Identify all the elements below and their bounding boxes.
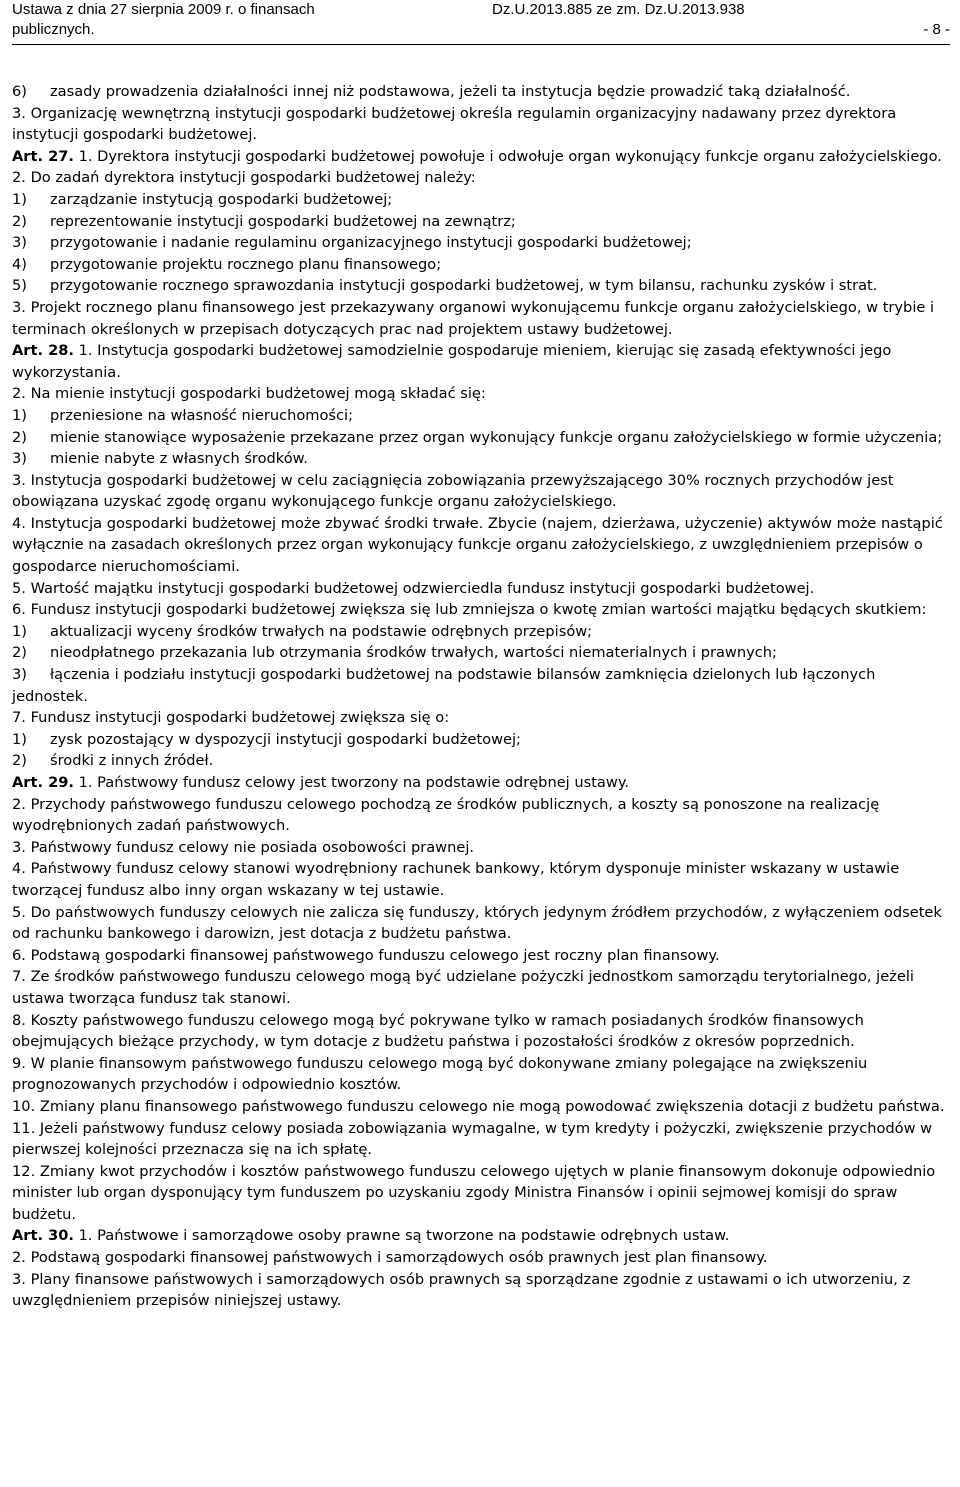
paragraph-text: nieodpłatnego przekazania lub otrzymania środków trwałych, wartości niematerialnych i prawnych; [50, 644, 777, 662]
header-divider [12, 44, 950, 45]
list-item-number: 1) [12, 190, 27, 208]
paragraph-text: środki z innych źródeł. [50, 752, 214, 770]
header-act-title-cont: publicznych. [12, 21, 95, 38]
paragraph-text: 7. Ze środków państwowego funduszu celowego mogą być udzielane pożyczki jednostkom samorządu terytorialnego, jeżeli ustawa tworząca fundusz tak stanowi. [12, 968, 914, 1007]
article-paragraph [12, 146, 948, 168]
list-item-number: 2) [12, 644, 27, 662]
paragraph [12, 383, 948, 405]
paragraph-text: przeniesione na własność nieruchomości; [50, 406, 354, 424]
paragraph-text: reprezentowanie instytucji gospodarki budżetowej na zewnątrz; [50, 212, 516, 230]
list-item [12, 642, 948, 664]
paragraph [12, 794, 948, 837]
article-paragraph [12, 1225, 948, 1247]
list-item [12, 448, 948, 470]
list-item-number: 3) [12, 234, 27, 252]
paragraph-text: 11. Jeżeli państwowy fundusz celowy posiada zobowiązania wymagalne, w tym kredyty i pożyczki, zwiększenie przychodów w pierwszej kolejności przeznacza się na ich spłatę. [12, 1119, 933, 1159]
paragraph [12, 167, 948, 189]
paragraph [12, 1118, 948, 1161]
paragraph-text: mienie stanowiące wyposażenie przekazane przez organ wykonujący funkcje organu założycielskiego w formie użyczenia; [50, 428, 943, 446]
paragraph [12, 707, 948, 729]
list-item-number: 6) [12, 83, 27, 100]
paragraph-text: przygotowanie i nadanie regulaminu organizacyjnego instytucji gospodarki budżetowej; [50, 234, 692, 252]
list-item [12, 729, 948, 751]
list-item-number: 1) [12, 622, 27, 640]
list-item [12, 254, 948, 276]
list-item-number: 2) [12, 428, 27, 446]
paragraph-text: 6. Fundusz instytucji gospodarki budżetowej zwiększa się lub zmniejsza o kwotę zmian wartości majątku będących skutkiem: [12, 601, 927, 619]
list-item-number: 5) [12, 277, 27, 295]
paragraph [12, 1247, 948, 1269]
paragraph-text: 7. Fundusz instytucji gospodarki budżetowej zwiększa się o: [12, 709, 450, 727]
paragraph [12, 858, 948, 901]
paragraph-text: przygotowanie projektu rocznego planu finansowego; [50, 255, 442, 273]
paragraph [12, 1096, 948, 1118]
paragraph-text: 5. Do państwowych funduszy celowych nie zalicza się funduszy, których jedynym źródłem przychodów, z wyłączeniem odsetek od rachunku bankowego i darowizn, jest dotacja z budżetu państwa. [12, 903, 942, 943]
paragraph [12, 1010, 948, 1053]
paragraph [12, 837, 948, 859]
paragraph [12, 513, 948, 578]
list-item [12, 621, 948, 643]
paragraph-text: 2. Do zadań dyrektora instytucji gospodarki budżetowej należy: [12, 169, 476, 187]
list-item-number: 3) [12, 666, 27, 684]
paragraph-text: zarządzanie instytucją gospodarki budżetowej; [50, 190, 393, 208]
paragraph-text: przygotowanie rocznego sprawozdania instytucji gospodarki budżetowej, w tym bilansu, rachunku zysków i strat. [50, 277, 878, 295]
paragraph [12, 1053, 948, 1096]
article-number: Art. 28. [12, 342, 74, 360]
paragraph [12, 1269, 948, 1312]
paragraph [12, 945, 948, 967]
paragraph-text: zysk pozostający w dyspozycji instytucji gospodarki budżetowej; [50, 730, 521, 748]
article-paragraph [12, 340, 948, 383]
paragraph-text: 12. Zmiany kwot przychodów i kosztów państwowego funduszu celowego ujętych w planie finansowym dokonuje odpowiednio minister lub organ dysponujący tym funduszem po uzyskaniu zgody Ministra Finansów i opinii sejmowej komisji do spraw budżetu. [12, 1162, 936, 1223]
paragraph [12, 1161, 948, 1226]
article-number: Art. 29. [12, 774, 74, 791]
list-item-number: 1) [12, 406, 27, 424]
paragraph-text: 8. Koszty państwowego funduszu celowego mogą być pokrywane tylko w ramach posiadanych środków finansowych obejmujących bieżące przychody, w tym dotacje z budżetu państwa i pozostałości środków z okresów poprzednich. [12, 1011, 864, 1051]
paragraph-text: 6. Podstawą gospodarki finansowej państwowego funduszu celowego jest roczny plan finansowy. [12, 946, 720, 964]
paragraph-text: 3. Państwowy fundusz celowy nie posiada osobowości prawnej. [12, 838, 475, 856]
list-item [12, 405, 948, 427]
list-item [12, 750, 948, 772]
paragraph-text: zasady prowadzenia działalności innej niż podstawowa, jeżeli ta instytucja będzie prowadzić taką działalność. [50, 83, 851, 100]
list-item [12, 427, 948, 449]
paragraph-text: 2. Przychody państwowego funduszu celowego pochodzą ze środków publicznych, a koszty są ponoszone na realizację wyodrębnionych zadań państwowych. [12, 795, 880, 835]
article-paragraph [12, 772, 948, 794]
list-item-number: 2) [12, 752, 27, 770]
page-number: - 8 - [923, 21, 950, 38]
list-item [12, 211, 948, 233]
list-item [12, 664, 948, 707]
header-citation: Dz.U.2013.885 ze zm. Dz.U.2013.938 [492, 1, 745, 18]
list-item-number: 3) [12, 450, 27, 468]
list-item [12, 275, 948, 297]
paragraph-text: 5. Wartość majątku instytucji gospodarki budżetowej odzwierciedla fundusz instytucji gospodarki budżetowej. [12, 579, 815, 597]
paragraph-text: mienie nabyte z własnych środków. [50, 450, 308, 468]
paragraph-text: 10. Zmiany planu finansowego państwowego funduszu celowego nie mogą powodować zwiększenia dotacji z budżetu państwa. [12, 1097, 945, 1115]
paragraph-text: aktualizacji wyceny środków trwałych na podstawie odrębnych przepisów; [50, 622, 593, 640]
paragraph-text: 1. Państwowy fundusz celowy jest tworzony na podstawie odrębnej ustawy. [78, 774, 630, 791]
header-act-title: Ustawa z dnia 27 sierpnia 2009 r. o finansach [12, 1, 315, 18]
list-item-number: 2) [12, 212, 27, 230]
list-item [12, 81, 948, 103]
article-number: Art. 30. [12, 1227, 74, 1245]
paragraph-text: 3. Organizację wewnętrzną instytucji gospodarki budżetowej określa regulamin organizacyjny nadawany przez dyrektora instytucji gospodarki budżetowej. [12, 104, 897, 144]
paragraph [12, 902, 948, 945]
article-number: Art. 27. [12, 147, 74, 165]
paragraph [12, 103, 948, 146]
paragraph-text: łączenia i podziału instytucji gospodarki budżetowej na podstawie bilansów zamknięcia dzielonych lub łączonych jednostek. [12, 666, 876, 705]
paragraph-text: 9. W planie finansowym państwowego funduszu celowego mogą być dokonywane zmiany polegające na zwiększeniu prognozowanych przychodów i odpowiednio kosztów. [12, 1054, 868, 1094]
list-item [12, 232, 948, 254]
paragraph-text: 2. Na mienie instytucji gospodarki budżetowej mogą składać się: [12, 385, 486, 403]
paragraph [12, 578, 948, 600]
paragraph-text: 4. Państwowy fundusz celowy stanowi wyodrębniony rachunek bankowy, którym dysponuje minister wskazany w ustawie tworzącej fundusz albo inny organ wskazany w tej ustawie. [12, 860, 900, 899]
paragraph [12, 966, 948, 1009]
paragraph-text: 1. Państwowe i samorządowe osoby prawne są tworzone na podstawie odrębnych ustaw. [78, 1227, 730, 1245]
paragraph [12, 599, 948, 621]
paragraph [12, 470, 948, 513]
paragraph-text: 2. Podstawą gospodarki finansowej państwowych i samorządowych osób prawnych jest plan finansowy. [12, 1249, 768, 1267]
paragraph-text: 3. Projekt rocznego planu finansowego jest przekazywany organowi wykonującemu funkcje organu założycielskiego, w trybie i terminach określonych w przepisach dotyczących prac nad projektem ustawy budżetowej. [12, 298, 935, 338]
page-header [0, 0, 960, 50]
list-item-number: 4) [12, 255, 27, 273]
paragraph [12, 297, 948, 340]
paragraph-text: 4. Instytucja gospodarki budżetowej może zbywać środki trwałe. Zbycie (najem, dzierżawa, użyczenie) aktywów może nastąpić wyłącznie na zasadach określonych przez organ wykonujący funkcje organu założycielskiego, z uwzględnieniem przepisów o gospodarce nieruchomościami. [12, 514, 943, 576]
list-item-number: 1) [12, 730, 27, 748]
paragraph-text: 3. Plany finansowe państwowych i samorządowych osób prawnych są sporządzane zgodnie z ustawami o ich utworzeniu, z uwzględnieniem przepisów niniejszej ustawy. [12, 1270, 911, 1310]
paragraph-text: 3. Instytucja gospodarki budżetowej w celu zaciągnięcia zobowiązania przewyższającego 30% rocznych przychodów jest obowiązana uzyskać zgodę organu wykonującego funkcje organu założycielskiego. [12, 471, 894, 511]
list-item [12, 189, 948, 211]
paragraph-text: 1. Dyrektora instytucji gospodarki budżetowej powołuje i odwołuje organ wykonujący funkcje organu założycielskiego. [78, 147, 942, 165]
paragraph-text: 1. Instytucja gospodarki budżetowej samodzielnie gospodaruje mieniem, kierując się zasadą efektywności jego wykorzystania. [12, 342, 892, 381]
document-body [12, 81, 948, 1312]
